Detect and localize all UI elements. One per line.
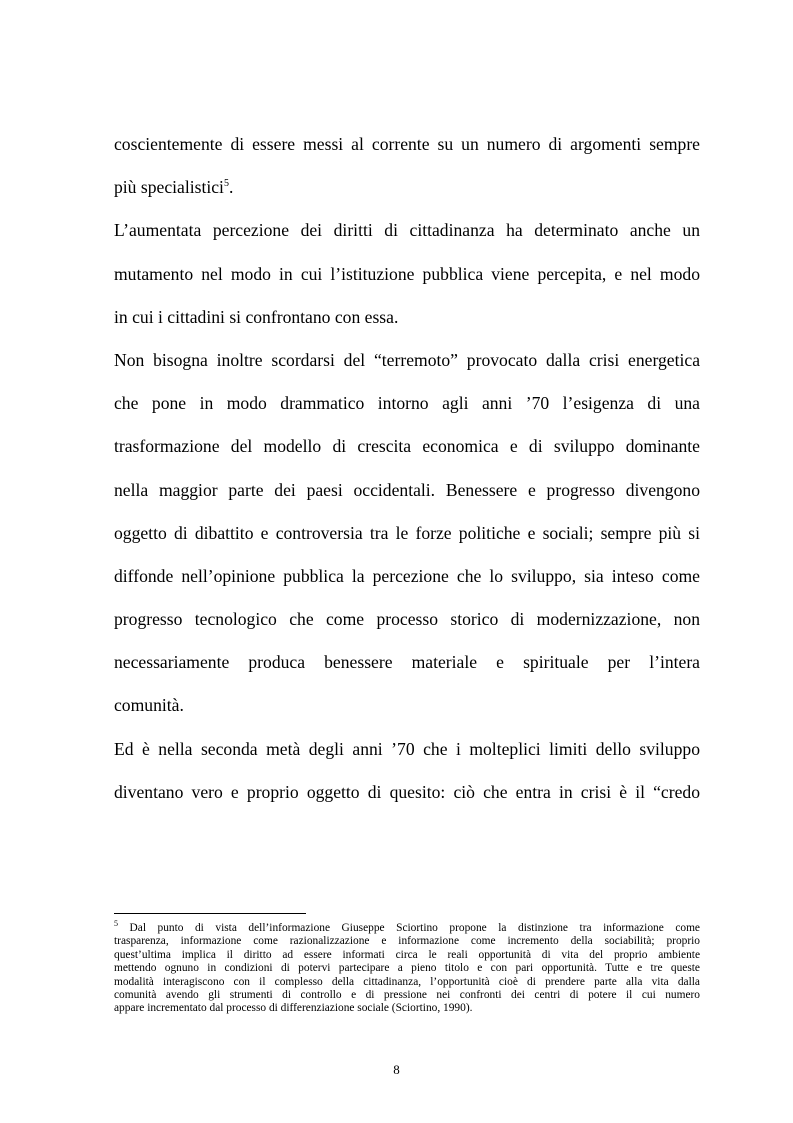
- text-line: comunità.: [114, 695, 184, 716]
- page-number: 8: [393, 1062, 400, 1077]
- footnote-line: mettendo ognuno in condizioni di potervi partecipare a pieno titolo e con pari opportunità. Tutte e tre queste: [114, 962, 700, 975]
- text-line: L’aumentata percezione dei diritti di cittadinanza ha determinato anche un: [114, 220, 700, 241]
- footnote-number: 5: [114, 919, 118, 929]
- footnote-line: comunità avendo gli strumenti di controllo e di pressione nei confronti dei centri di potere il cui numero: [114, 989, 700, 1002]
- text-line: [114, 167, 700, 210]
- text-line: diventano vero e proprio oggetto di quesito: ciò che entra in crisi è il “credo: [114, 781, 700, 802]
- footnote-line: quest’ultima implica il diritto ad essere informati circa le reali opportunità di vita del proprio ambiente: [114, 948, 700, 961]
- footnote-reference[interactable]: 5: [223, 178, 229, 190]
- footnote: [114, 919, 700, 1016]
- text-segment: .: [228, 177, 234, 198]
- text-line: mutamento nel modo in cui l’istituzione pubblica viene percepita, e nel modo: [114, 263, 700, 284]
- text-line: trasformazione del modello di crescita economica e di sviluppo dominante: [114, 436, 700, 457]
- footnote-line: [114, 919, 700, 935]
- footnote-line: modalità interagiscono con il complesso della cittadinanza, l’opportunità cioè di prendere parte alla vita dalla: [114, 975, 700, 988]
- text-line: che pone in modo drammatico intorno agli anni ’70 l’esigenza di una: [114, 393, 700, 414]
- footnote-text: Dal punto di vista dell’informazione Giuseppe Sciortino propone la distinzione tra informazione come: [118, 922, 700, 934]
- text-line: Ed è nella seconda metà degli anni ’70 che i molteplici limiti dello sviluppo: [114, 738, 700, 759]
- text-line: in cui i cittadini si confrontano con essa.: [114, 306, 399, 327]
- text-line: diffonde nell’opinione pubblica la percezione che lo sviluppo, sia inteso come: [114, 565, 700, 586]
- body-text: [114, 124, 700, 815]
- footnote-line: appare incrementato dal processo di differenziazione sociale (Sciortino, 1990).: [114, 1002, 473, 1015]
- text-line: Non bisogna inoltre scordarsi del “terremoto” provocato dalla crisi energetica: [114, 349, 700, 370]
- text-line: necessariamente produca benessere materiale e spirituale per l’intera: [114, 652, 700, 673]
- footnote-line: trasparenza, informazione come razionalizzazione e informazione come incremento della sociabilità; proprio: [114, 935, 700, 948]
- text-line: nella maggior parte dei paesi occidentali. Benessere e progresso divengono: [114, 479, 700, 500]
- footnote-separator: [114, 913, 306, 914]
- text-segment: più specialistici: [114, 177, 224, 198]
- text-line: progresso tecnologico che come processo storico di modernizzazione, non: [114, 609, 700, 630]
- text-line: oggetto di dibattito e controversia tra le forze politiche e sociali; sempre più si: [114, 522, 700, 543]
- text-line: coscientemente di essere messi al corrente su un numero di argomenti sempre: [114, 134, 700, 154]
